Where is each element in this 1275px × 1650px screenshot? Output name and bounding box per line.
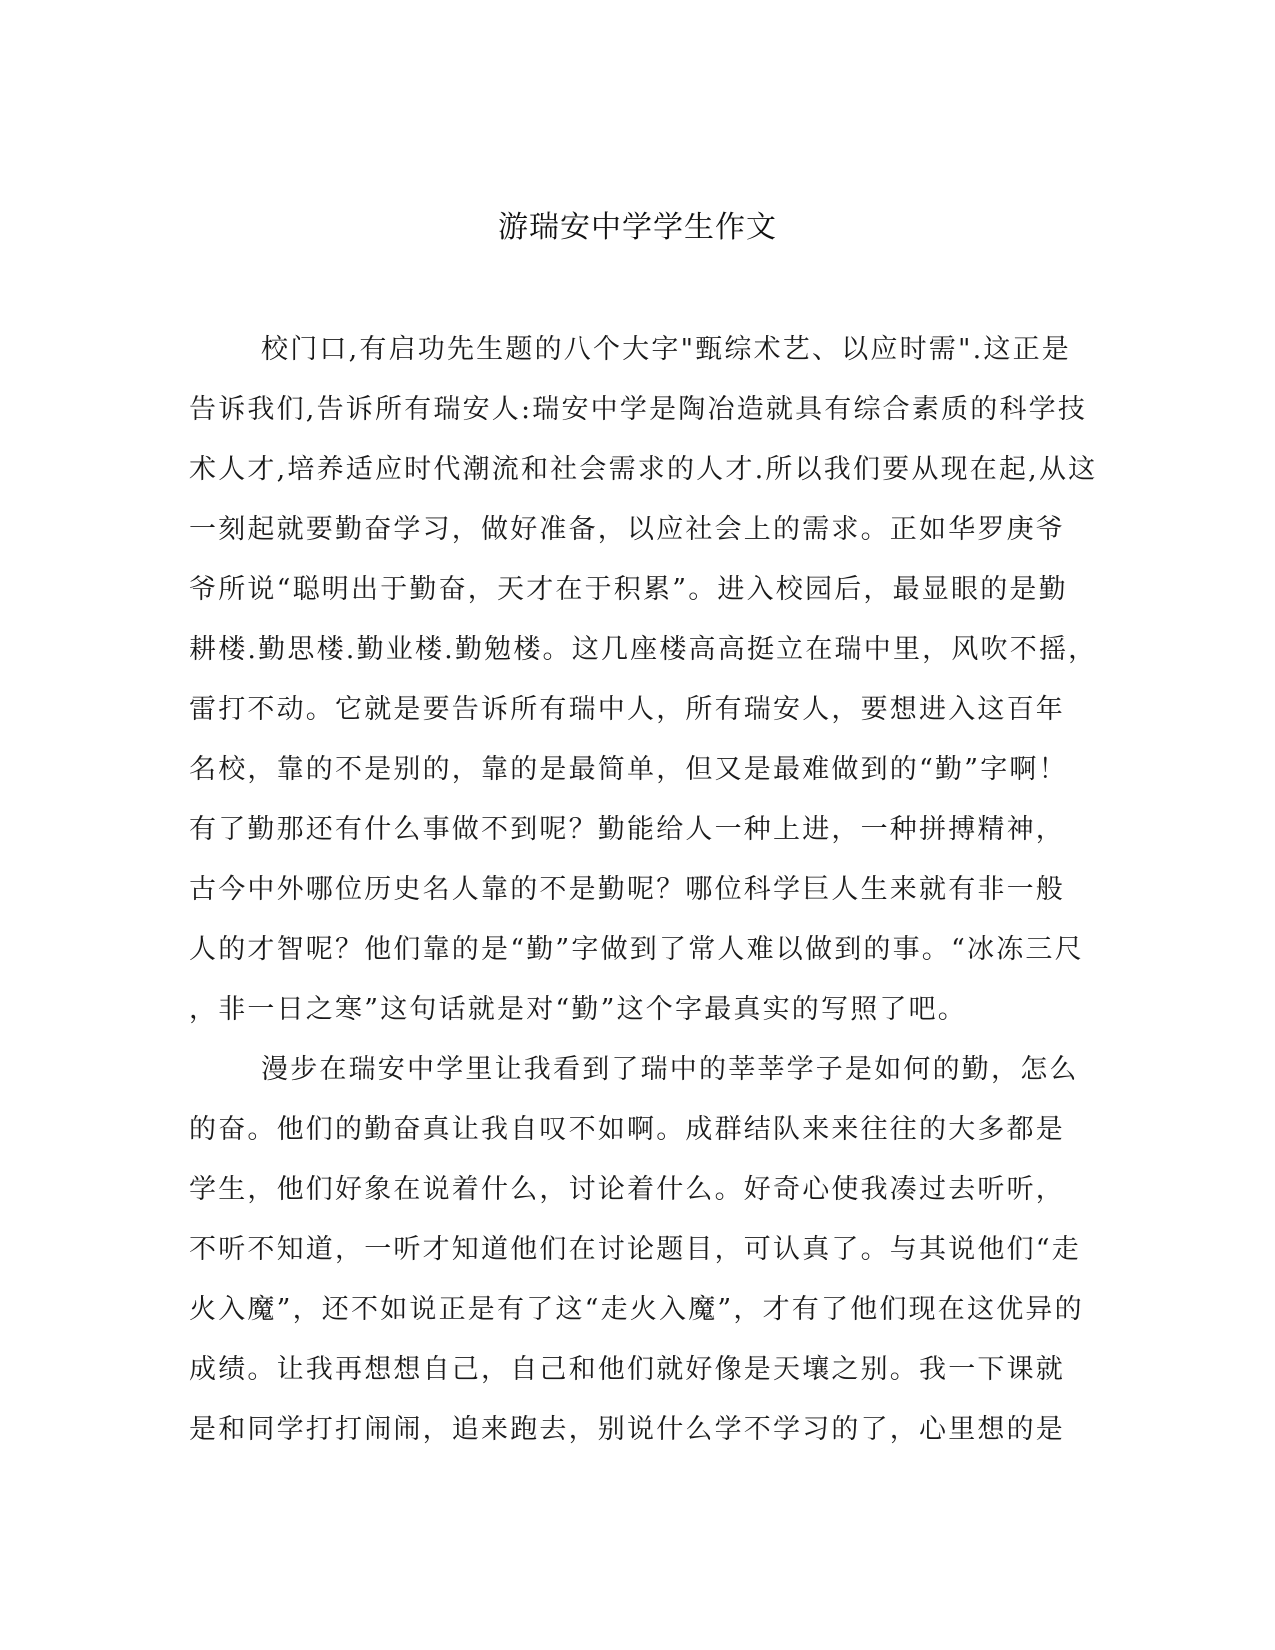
- paragraph-2-line-6: 成绩。让我再想想自己，自己和他们就好像是天壤之别。我一下课就: [189, 1354, 1065, 1385]
- paragraph-1-line-12: ，非一日之寒”这句话就是对“勤”这个字最真实的写照了吧。: [189, 994, 968, 1025]
- paragraph-1-line-7: 雷打不动。它就是要告诉所有瑞中人，所有瑞安人，要想进入这百年: [189, 694, 1065, 725]
- paragraph-1-line-9: 有了勤那还有什么事做不到呢？勤能给人一种上进，一种拼搏精神，: [189, 814, 1065, 845]
- paragraph-1-line-4: 一刻起就要勤奋学习，做好准备，以应社会上的需求。正如华罗庚爷: [189, 514, 1065, 545]
- paragraph-1-line-11: 人的才智呢？他们靠的是“勤”字做到了常人难以做到的事。“冰冻三尺: [189, 934, 1084, 965]
- paragraph-2-line-4: 不听不知道，一听才知道他们在讨论题目，可认真了。与其说他们“走: [189, 1234, 1082, 1265]
- paragraph-1-line-6: 耕楼.勤思楼.勤业楼.勤勉楼。这几座楼高高挺立在瑞中里，风吹不摇，: [189, 634, 1098, 665]
- paragraph-1-line-1: 校门口,有启功先生题的八个大字"甄综术艺、以应时需".这正是: [261, 334, 1072, 365]
- paragraph-2-line-1: 漫步在瑞安中学里让我看到了瑞中的莘莘学子是如何的勤，怎么: [261, 1054, 1079, 1085]
- paragraph-1-line-8: 名校，靠的不是别的，靠的是最简单，但又是最难做到的“勤”字啊！: [189, 754, 1068, 785]
- paragraph-2-line-5: 火入魔”，还不如说正是有了这“走火入魔”，才有了他们现在这优异的: [189, 1294, 1084, 1325]
- paragraph-1-line-10: 古今中外哪位历史名人靠的不是勤呢？哪位科学巨人生来就有非一般: [189, 874, 1065, 905]
- paragraph-1-line-3: 术人才,培养适应时代潮流和社会需求的人才.所以我们要从现在起,从这: [189, 454, 1098, 485]
- essay-body: [189, 330, 1098, 1470]
- paragraph-1-line-5: 爷所说“聪明出于勤奋，天才在于积累”。进入校园后，最显眼的是勤: [189, 574, 1068, 605]
- paragraph-2-line-7: 是和同学打打闹闹，追来跑去，别说什么学不学习的了，心里想的是: [189, 1414, 1065, 1445]
- document-title: 游瑞安中学学生作文: [498, 210, 777, 245]
- paragraph-2-line-3: 学生，他们好象在说着什么，讨论着什么。好奇心使我凑过去听听，: [189, 1174, 1065, 1205]
- paragraph-1-line-2: 告诉我们,告诉所有瑞安人:瑞安中学是陶冶造就具有综合素质的科学技: [189, 394, 1088, 425]
- paragraph-2-line-2: 的奋。他们的勤奋真让我自叹不如啊。成群结队来来往往的大多都是: [189, 1114, 1065, 1145]
